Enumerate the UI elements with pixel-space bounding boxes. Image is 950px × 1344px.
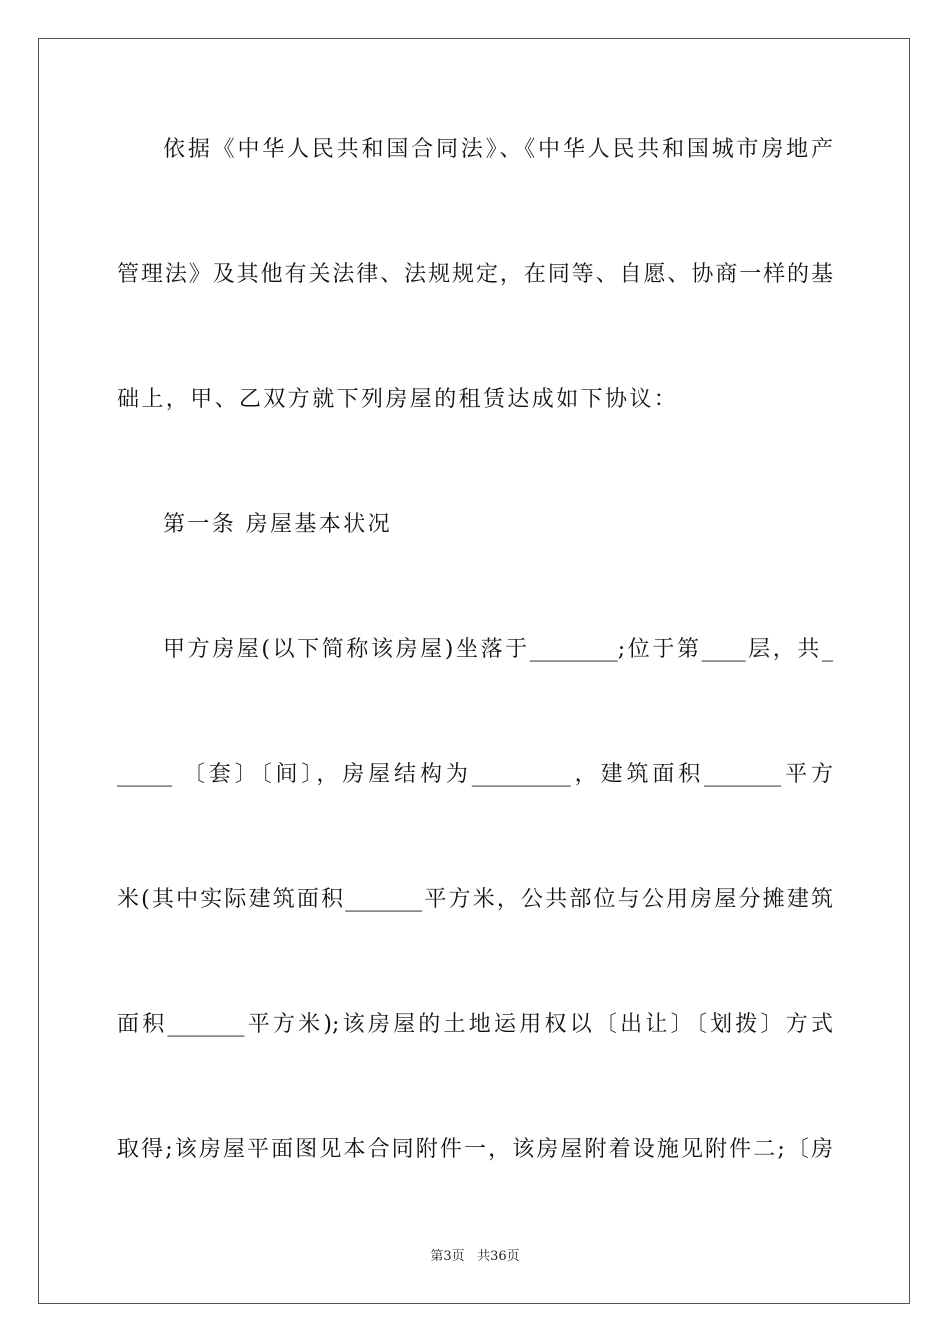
page-number: 第3页 <box>430 1249 465 1264</box>
section-heading: 第一条 房屋基本状况 <box>163 512 392 537</box>
paragraph-line-9: 取得;该房屋平面图见本合同附件一，该房屋附着设施见附件二;〔房 <box>117 1137 833 1162</box>
paragraph-line-7: 米(其中实际建筑面积_______平方米，公共部位与公用房屋分摊建筑 <box>117 887 833 912</box>
paragraph-line-1: 依据《中华人民共和国合同法》、《中华人民共和国城市房地产 <box>163 137 833 162</box>
paragraph-line-2: 管理法》及其他有关法律、法规规定，在同等、自愿、协商一样的基 <box>117 262 833 287</box>
page-total: 共36页 <box>477 1249 520 1264</box>
paragraph-line-8: 面积_______平方米);该房屋的土地运用权以〔出让〕〔划拨〕方式 <box>117 1012 833 1037</box>
page-border <box>38 38 910 1304</box>
page-footer <box>0 1248 950 1266</box>
paragraph-line-6: _____ 〔套〕〔间〕，房屋结构为_________，建筑面积_______平方 <box>117 762 833 787</box>
paragraph-line-5: 甲方房屋(以下简称该房屋)坐落于________;位于第____层，共_ <box>163 637 833 662</box>
paragraph-line-3: 础上，甲、乙双方就下列房屋的租赁达成如下协议： <box>117 387 679 412</box>
